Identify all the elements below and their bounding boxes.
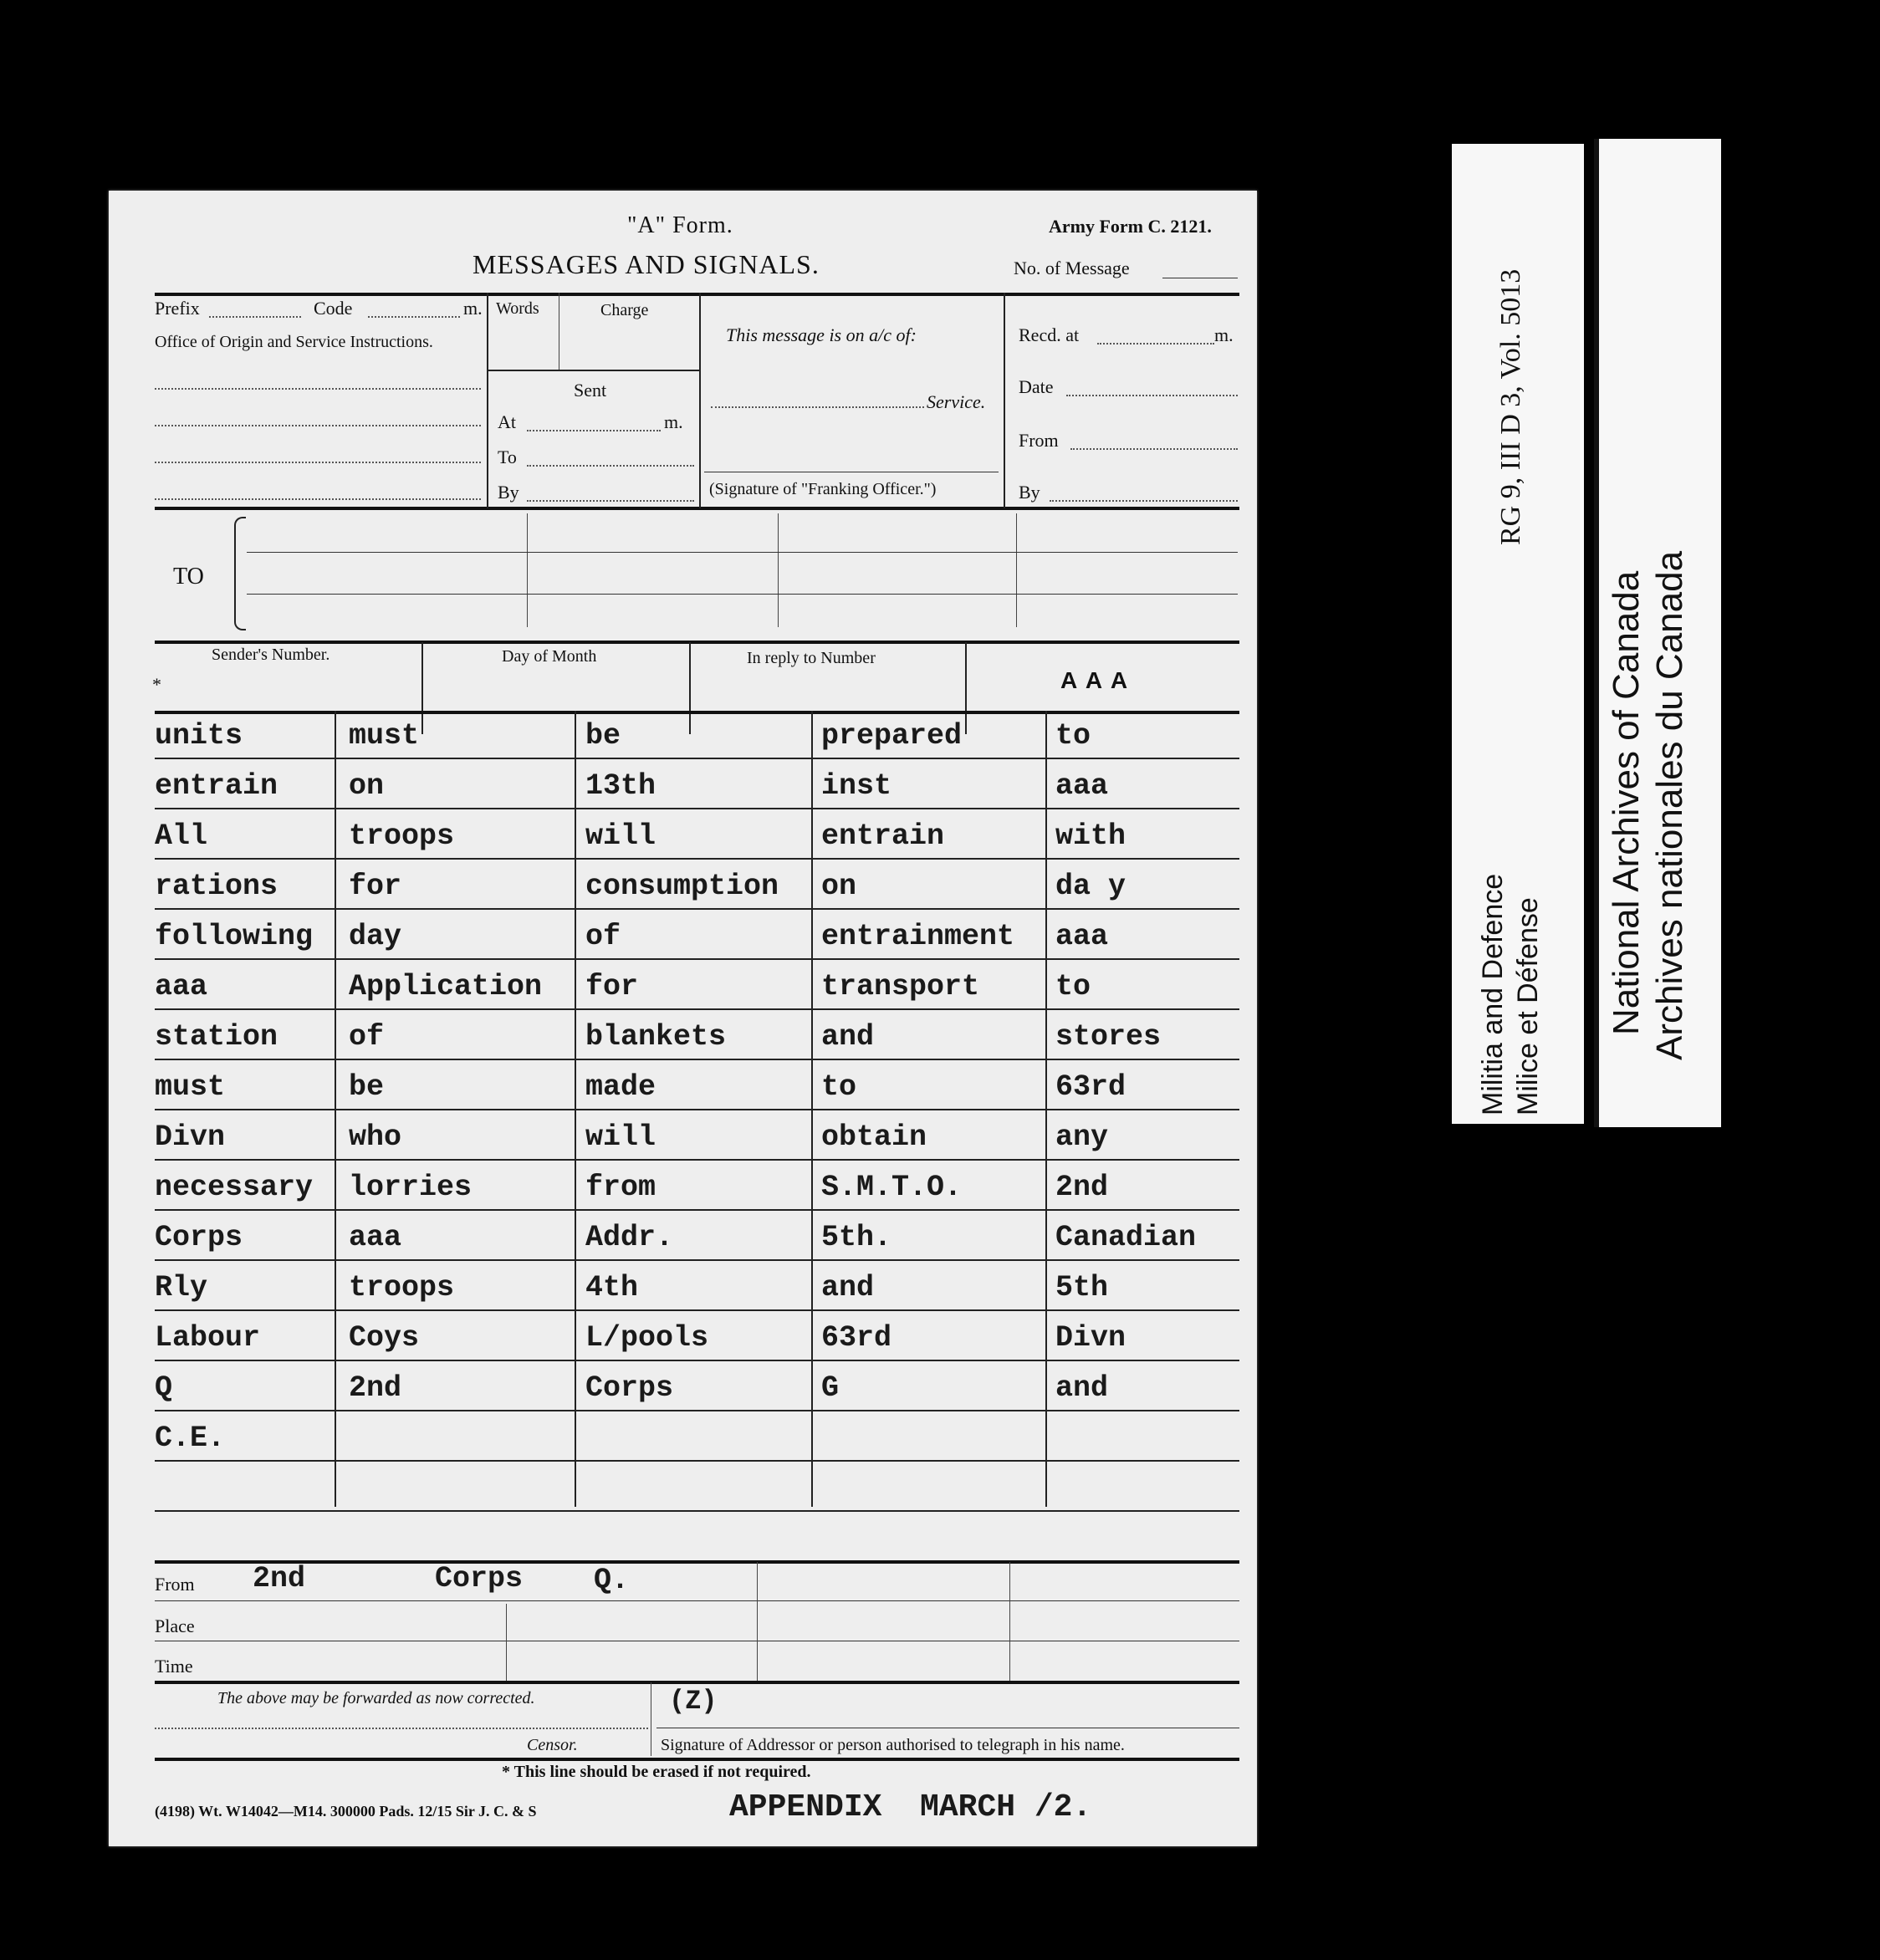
from-typed-corps: Corps xyxy=(435,1562,524,1595)
from-block-top xyxy=(155,1560,1239,1564)
message-word: with xyxy=(1055,819,1126,853)
message-word: for xyxy=(349,870,402,903)
message-word: to xyxy=(1055,970,1091,1003)
from-line xyxy=(1070,448,1238,450)
censor-line xyxy=(155,1728,648,1729)
message-word: prepared xyxy=(821,719,963,753)
message-word: of xyxy=(585,920,621,953)
message-word: and xyxy=(1055,1371,1109,1405)
code-line xyxy=(368,316,460,318)
grid-row-line xyxy=(155,1460,1239,1462)
to-line-1 xyxy=(247,552,1238,553)
censor-label: Censor. xyxy=(527,1736,578,1754)
message-word: from xyxy=(585,1171,656,1204)
message-word: entrain xyxy=(821,819,945,853)
message-word: blankets xyxy=(585,1020,727,1054)
message-word: be xyxy=(585,719,621,753)
sent-top-rule xyxy=(487,370,699,371)
message-word: of xyxy=(349,1020,385,1054)
sent-at-line xyxy=(527,430,661,431)
message-word: transport xyxy=(821,970,980,1003)
grid-row-line xyxy=(155,858,1239,860)
words-label: Words xyxy=(496,299,539,318)
sent-by-line xyxy=(527,500,694,502)
from-typed-branch: Q. xyxy=(594,1564,630,1597)
to-label: TO xyxy=(173,564,204,590)
grid-row-line xyxy=(155,1360,1239,1361)
origin-line-1 xyxy=(155,388,481,390)
to-line-2 xyxy=(247,594,1238,595)
to-div-2 xyxy=(778,513,779,627)
message-word: consumption xyxy=(585,870,779,903)
sent-by-label: By xyxy=(498,482,519,503)
printer-line: (4198) Wt. W14042—M14. 300000 Pads. 12/15 Sir J. C. & S xyxy=(155,1803,537,1820)
sent-at-label: At xyxy=(498,411,516,432)
message-word: day xyxy=(349,920,402,953)
grid-row-line xyxy=(155,1209,1239,1211)
recd-m: m. xyxy=(1214,324,1234,345)
divider-3 xyxy=(1004,293,1005,508)
place-div-3 xyxy=(1009,1562,1010,1681)
message-word: 4th xyxy=(585,1271,639,1304)
militia-fr: Milice et Défense xyxy=(1512,897,1544,1115)
star-mark: * xyxy=(152,674,161,695)
signature-label: Signature of Addressor or person authorised to telegraph in his name. xyxy=(661,1736,1125,1754)
no-of-message-label: No. of Message xyxy=(1014,258,1130,278)
message-word: will xyxy=(585,819,656,853)
army-form-number: Army Form C. 2121. xyxy=(1049,216,1212,237)
message-word: Canadian xyxy=(1055,1221,1197,1254)
militia-en: Militia and Defence xyxy=(1477,873,1509,1115)
grid-row-line xyxy=(155,1259,1239,1261)
message-word: inst xyxy=(821,769,892,803)
from-rule xyxy=(155,1600,1239,1601)
message-word: 63rd xyxy=(1055,1070,1126,1104)
to-bracket xyxy=(234,517,246,630)
place-div-2 xyxy=(757,1562,758,1681)
code-label: Code xyxy=(314,298,353,319)
aaa-label: A A A xyxy=(1060,667,1130,693)
message-word: Labour xyxy=(155,1321,261,1355)
recd-at-label: Recd. at xyxy=(1019,324,1080,345)
message-word: L/pools xyxy=(585,1321,709,1355)
from-typed-unit: 2nd xyxy=(253,1562,306,1595)
recd-at-line xyxy=(1097,343,1214,345)
archives-name-en: National Archives of Canada xyxy=(1606,570,1647,1035)
archives-name-fr: Archives nationales du Canada xyxy=(1649,550,1690,1060)
message-word: 5th. xyxy=(821,1221,892,1254)
grid-row-line xyxy=(155,1109,1239,1110)
message-word: necessary xyxy=(155,1171,314,1204)
message-word: on xyxy=(349,769,385,803)
office-origin-label: Office of Origin and Service Instructions. xyxy=(155,333,433,351)
from-block-label: From xyxy=(155,1574,195,1595)
time-label: Time xyxy=(155,1656,193,1677)
sent-label: Sent xyxy=(574,380,607,401)
message-grid-top xyxy=(155,711,1239,714)
grid-row-line xyxy=(155,908,1239,910)
grid-row-line xyxy=(155,1410,1239,1411)
message-word: Application xyxy=(349,970,543,1003)
recd-by-label: By xyxy=(1019,482,1040,503)
message-word: entrainment xyxy=(821,920,1015,953)
message-word: following xyxy=(155,920,314,953)
message-word: Divn xyxy=(155,1120,226,1154)
message-word: must xyxy=(349,719,420,753)
message-word: G xyxy=(821,1371,840,1405)
top-rule xyxy=(155,293,1239,296)
in-reply-label: In reply to Number xyxy=(747,649,876,667)
senders-row-top xyxy=(155,641,1239,644)
on-account-of-label: This message is on a/c of: xyxy=(726,324,917,345)
grid-row-line xyxy=(155,1510,1239,1512)
grid-row-line xyxy=(155,1008,1239,1010)
message-word: Coys xyxy=(349,1321,420,1355)
reference-label-card xyxy=(1452,144,1584,1124)
signature-block-bottom xyxy=(155,1758,1239,1761)
origin-line-2 xyxy=(155,425,481,426)
time-block-bottom xyxy=(155,1681,1239,1684)
block-bottom-rule xyxy=(155,507,1239,510)
message-word: Corps xyxy=(585,1371,674,1405)
message-word: made xyxy=(585,1070,656,1104)
message-word: Q xyxy=(155,1371,173,1405)
grid-row-line xyxy=(155,758,1239,759)
message-word: aaa xyxy=(349,1221,402,1254)
message-word: will xyxy=(585,1120,656,1154)
message-word: 2nd xyxy=(349,1371,402,1405)
sent-to-line xyxy=(527,465,694,467)
grid-row-line xyxy=(155,808,1239,809)
franking-officer-label: (Signature of "Franking Officer.") xyxy=(709,480,937,498)
archives-label-card xyxy=(1594,139,1721,1127)
to-div-1 xyxy=(527,513,528,627)
message-word: to xyxy=(821,1070,857,1104)
code-m: m. xyxy=(463,298,483,319)
message-word: on xyxy=(821,870,857,903)
sent-to-label: To xyxy=(498,447,517,467)
message-word: All xyxy=(155,819,208,853)
grid-row-line xyxy=(155,1059,1239,1060)
message-word: entrain xyxy=(155,769,278,803)
message-word: troops xyxy=(349,819,455,853)
message-word: units xyxy=(155,719,243,753)
archive-reference: RG 9, III D 3, Vol. 5013 xyxy=(1495,268,1526,545)
message-word: troops xyxy=(349,1271,455,1304)
message-word: 63rd xyxy=(821,1321,892,1355)
message-word: must xyxy=(155,1070,226,1104)
senders-div-1 xyxy=(421,642,423,734)
divider-1 xyxy=(487,293,488,508)
message-word: stores xyxy=(1055,1020,1162,1054)
charge-label: Charge xyxy=(600,301,649,319)
message-word: 2nd xyxy=(1055,1171,1109,1204)
message-word: for xyxy=(585,970,639,1003)
message-word: Corps xyxy=(155,1221,243,1254)
place-div-1 xyxy=(506,1604,507,1681)
senders-number-label: Sender's Number. xyxy=(212,646,330,664)
message-word: Divn xyxy=(1055,1321,1126,1355)
origin-line-3 xyxy=(155,462,481,463)
erase-note: * This line should be erased if not required. xyxy=(502,1763,811,1781)
grid-row-line xyxy=(155,958,1239,960)
message-word: rations xyxy=(155,870,278,903)
message-word: lorries xyxy=(349,1171,473,1204)
recd-by-line xyxy=(1050,500,1238,502)
prefix-line xyxy=(209,316,301,318)
forwarded-note: The above may be forwarded as now corrected. xyxy=(217,1689,535,1707)
message-word: aaa xyxy=(1055,920,1109,953)
origin-line-4 xyxy=(155,498,481,500)
to-div-3 xyxy=(1016,513,1017,627)
senders-div-2 xyxy=(689,642,691,734)
message-word: 5th xyxy=(1055,1271,1109,1304)
message-word: 13th xyxy=(585,769,656,803)
message-word: Rly xyxy=(155,1271,208,1304)
appendix-stamp: APPENDIX MARCH /2. xyxy=(729,1789,1092,1825)
grid-row-line xyxy=(155,1159,1239,1161)
message-word: any xyxy=(1055,1120,1109,1154)
date-line xyxy=(1066,395,1238,396)
message-word: da y xyxy=(1055,870,1126,903)
date-label: Date xyxy=(1019,376,1054,397)
form-title: MESSAGES AND SIGNALS. xyxy=(473,249,820,279)
day-of-month-label: Day of Month xyxy=(502,647,597,666)
message-word: S.M.T.O. xyxy=(821,1171,963,1204)
addressor-z: (Z) xyxy=(669,1686,718,1717)
message-word: Addr. xyxy=(585,1221,674,1254)
sent-at-m: m. xyxy=(664,411,683,432)
form-type: "A" Form. xyxy=(627,212,733,238)
grid-row-line xyxy=(155,1309,1239,1311)
divider-2 xyxy=(699,293,701,508)
message-form xyxy=(109,191,1257,1846)
message-word: and xyxy=(821,1271,875,1304)
message-word: and xyxy=(821,1020,875,1054)
service-line xyxy=(711,406,924,408)
prefix-label: Prefix xyxy=(155,298,200,319)
message-word: station xyxy=(155,1020,278,1054)
from-label: From xyxy=(1019,430,1059,451)
message-word: aaa xyxy=(155,970,208,1003)
service-label: Service. xyxy=(927,391,986,412)
place-label: Place xyxy=(155,1615,195,1636)
message-word: aaa xyxy=(1055,769,1109,803)
message-word: to xyxy=(1055,719,1091,753)
message-word: who xyxy=(349,1120,402,1154)
senders-div-3 xyxy=(965,642,967,734)
message-word: C.E. xyxy=(155,1422,226,1455)
message-word: be xyxy=(349,1070,385,1104)
message-word: obtain xyxy=(821,1120,927,1154)
